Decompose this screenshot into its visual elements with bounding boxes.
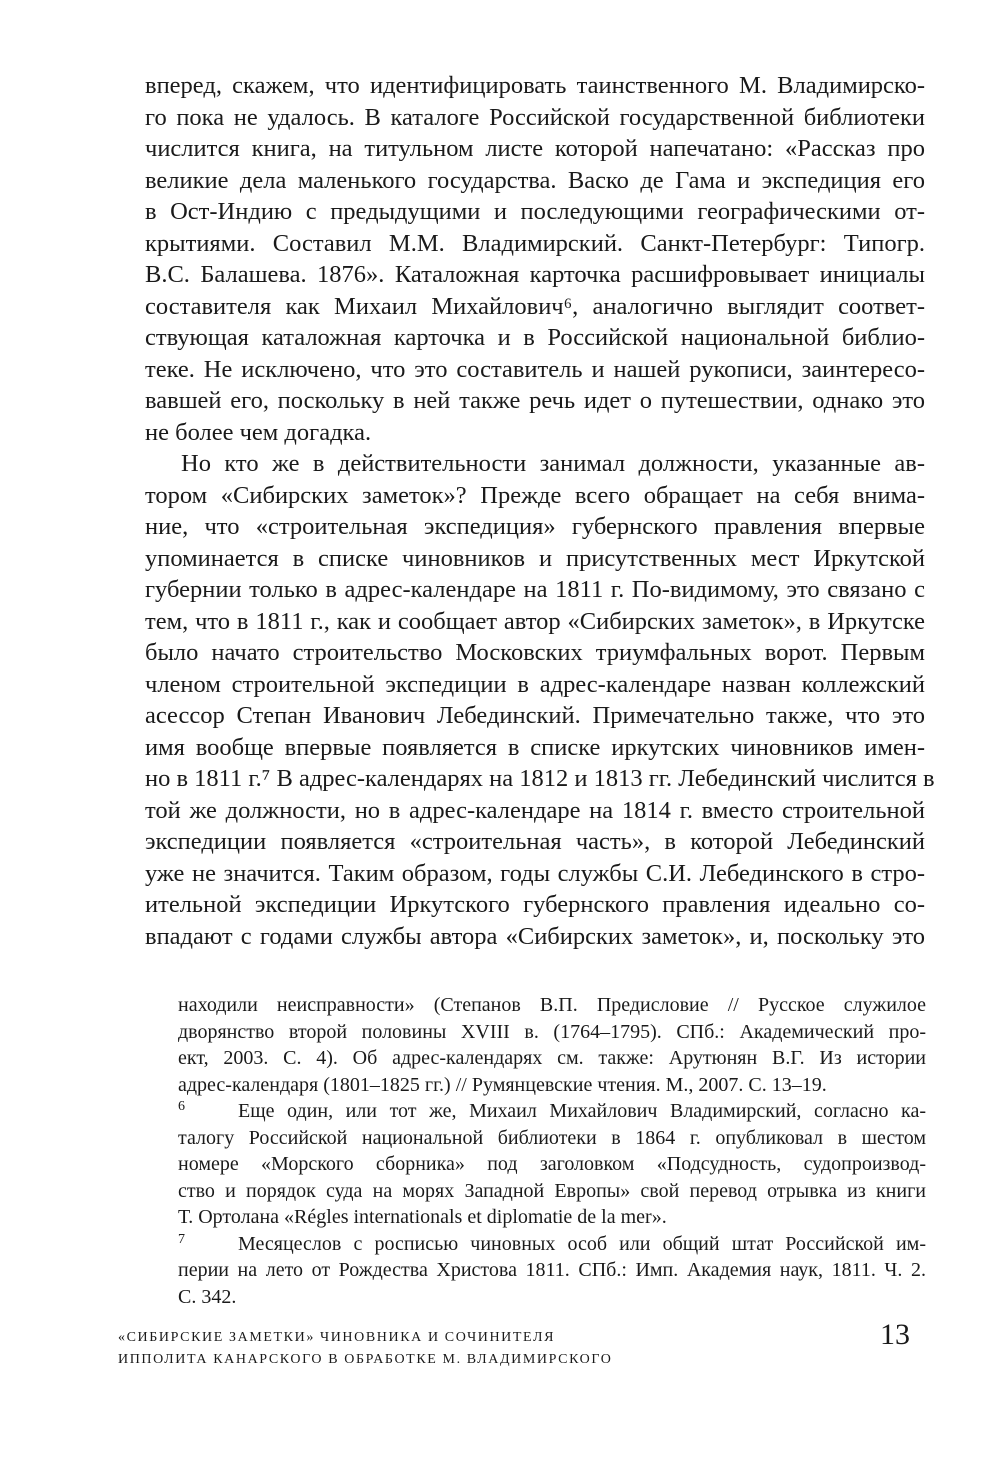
footnote-line: номере «Морского сборника» под заголовком «Подсудность, судопроизвод- [178,1153,926,1175]
footnote-line: Месяцеслов с росписью чиновных особ или общий штат Российской им- [238,1232,926,1255]
text-line: имя вообще впервые появляется в списке иркутских чиновников имен- [145,733,925,761]
paragraph-start-line: Но кто же в действительности занимал должности, указанные ав- [181,450,925,477]
footnote-6 [178,1098,926,1125]
text-line: уже не значится. Таким образом, годы службы С.И. Лебединского в стро- [145,859,925,887]
text-line: В.С. Балашева. 1876». Каталожная карточка расшифровывает инициалы [145,261,925,288]
footnote-line: ство и порядок суда на морях Западной Европы» свой перевод отрывка из книги [178,1179,926,1202]
footnote-line: находили неисправности» (Степанов В.П. Предисловие // Русское служилое [178,994,926,1016]
text-line: тором «Сибирских заметок»? Прежде всего обращает на себя внима- [145,481,925,509]
text-line: тем, что в 1811 г., как и сообщает автор «Сибирских заметок», в Иркутске [145,607,925,635]
text-line: членом строительной экспедиции в адрес-календаре назван коллежский [145,670,925,698]
text-line: экспедиции появляется «строительная часть», в которой Лебединский [145,828,925,855]
running-footer [118,1327,658,1371]
text-line: ствующая каталожная карточка и в Российской национальной библио- [145,324,925,351]
footnote-number: 7 [178,1231,185,1247]
text-line: асессор Степан Иванович Лебединский. Примечательно также, что это [145,702,925,729]
footnote-line: дворянство второй половины XVIII в. (1764–1795). СПб.: Академический про- [178,1020,926,1043]
text-line: го пока не удалось. В каталоге Российской государственной библиотеки [145,103,925,131]
text-line: великие дела маленького государства. Васко де Гама и экспедиция его [145,166,925,194]
text-line: ние, что «строительная экспедиция» губернского правления впервые [145,513,925,540]
text-line: в Ост-Индию с предыдущими и последующими географическими от- [145,198,925,225]
main-text [145,70,935,952]
footer-title-line: ИППОЛИТА КАНАРСКОГО В ОБРАБОТКЕ М. ВЛАДИМИРСКОГО [118,1352,613,1367]
text-line: ительной экспедиции Иркутского губернского правления идеально со- [145,891,925,918]
footnote-line: перии на лето от Рождества Христова 1811. СПб.: Имп. Академия наук, 1811. Ч. 2. [178,1259,926,1281]
text-line: но в 1811 г.⁷ В адрес-календарях на 1812 и 1813 гг. Лебединский числится в [145,765,935,792]
footnote-7 [178,1231,926,1258]
text-line: составителя как Михаил Михайлович⁶, аналогично выглядит соответ- [145,292,925,320]
footnote-line: адрес-календаря (1801–1825 гг.) // Румянцевские чтения. М., 2007. С. 13–19. [178,1073,827,1096]
text-line: вперед, скажем, что идентифицировать таинственного М. Владимирско- [145,72,925,99]
footnote-line: С. 342. [178,1285,237,1308]
footnote-number: 6 [178,1099,185,1114]
text-line: той же должности, но в адрес-календаре на 1814 г. вместо строительной [145,796,925,824]
footnote-line: талогу Российской национальной библиотеки в 1864 г. опубликовал в шестом [178,1126,926,1149]
text-line: вавшей его, поскольку в ней также речь идет о путешествии, однако это [145,387,925,414]
text-line: было начато строительство Московских триумфальных ворот. Первым [145,639,925,666]
text-line: числится книга, на титульном листе которой напечатано: «Рассказ про [145,135,925,162]
text-line: крытиями. Составил М.М. Владимирский. Санкт-Петербург: Типогр. [145,229,925,257]
footnote-line: Т. Ортолана «Régles internationals et diplomatie de la mer». [178,1206,667,1228]
text-line: упоминается в списке чиновников и присутственных мест Иркутской [145,544,925,572]
text-line: не более чем догадка. [145,418,372,446]
text-line: губернии только в адрес-календаре на 1811 г. По-видимому, это связано с [145,576,925,603]
text-line: впадают с годами службы автора «Сибирских заметок», и, поскольку это [145,922,925,950]
footnote-line: Еще один, или тот же, Михаил Михайлович Владимирский, согласно ка- [238,1100,926,1122]
page-number: 13 [880,1318,910,1351]
footnote-line: ект, 2003. С. 4). Об адрес-календарях см. также: Арутюнян В.Г. Из истории [178,1047,926,1069]
text-line: теке. Не исключено, что это составитель и нашей рукописи, заинтересо- [145,355,925,383]
footer-title-line: «СИБИРСКИЕ ЗАМЕТКИ» ЧИНОВНИКА И СОЧИНИТЕЛЯ [118,1330,556,1345]
footnotes [178,992,926,1310]
